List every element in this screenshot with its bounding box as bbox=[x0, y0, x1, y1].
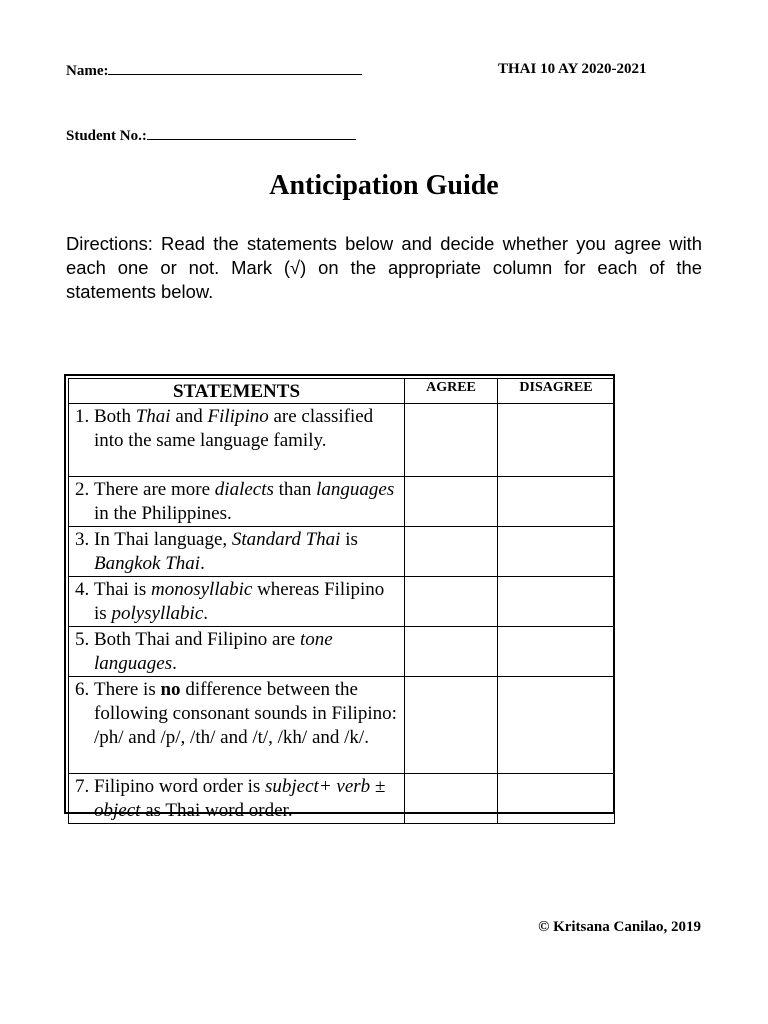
table-row bbox=[69, 677, 615, 774]
statement-text bbox=[94, 628, 400, 676]
statement-segment: is bbox=[340, 529, 358, 550]
statement-segment: tone languages bbox=[94, 629, 333, 674]
statement-segment: languages bbox=[316, 479, 395, 500]
statement-number: 4. bbox=[75, 579, 94, 600]
statement-cell bbox=[69, 477, 405, 527]
disagree-checkbox-cell[interactable] bbox=[498, 477, 615, 527]
statement-segment: . bbox=[200, 553, 205, 574]
disagree-checkbox-cell[interactable] bbox=[498, 774, 615, 824]
statement-segment: whereas Filipino is bbox=[94, 579, 385, 624]
page-title: Anticipation Guide bbox=[269, 170, 499, 201]
statement-text bbox=[94, 528, 400, 576]
directions-text: Directions: Read the statements below and decide whether you agree with each one or not. Mark (√) on the appropriate column for each of the statements below. bbox=[66, 233, 702, 302]
statement-segment: are classified into the same language family. bbox=[94, 406, 374, 451]
agree-checkbox-cell[interactable] bbox=[405, 677, 498, 774]
disagree-checkbox-cell[interactable] bbox=[498, 627, 615, 677]
table-row bbox=[69, 477, 615, 527]
student-no-label: Student No.: bbox=[66, 128, 147, 144]
statements-body bbox=[69, 404, 615, 824]
statement-text bbox=[94, 678, 400, 750]
statement-segment: no bbox=[160, 679, 181, 700]
agree-checkbox-cell[interactable] bbox=[405, 404, 498, 477]
statement-number: 7. bbox=[75, 776, 94, 797]
table-row bbox=[69, 627, 615, 677]
name-field[interactable] bbox=[66, 61, 362, 80]
statement-segment: subject+ verb ± object bbox=[94, 776, 386, 821]
statement-number: 5. bbox=[75, 629, 94, 650]
statement-number: 2. bbox=[75, 479, 94, 500]
statement-segment: monosyllabic bbox=[151, 579, 253, 600]
table-row bbox=[69, 527, 615, 577]
statement-segment: . bbox=[203, 603, 208, 624]
disagree-checkbox-cell[interactable] bbox=[498, 527, 615, 577]
statement-cell bbox=[69, 577, 405, 627]
statement-text bbox=[94, 578, 400, 626]
statement-cell bbox=[69, 627, 405, 677]
statement-segment: Filipino word order is bbox=[94, 776, 265, 797]
table-row bbox=[69, 774, 615, 824]
statement-segment: polysyllabic bbox=[111, 603, 204, 624]
statement-segment: Thai is bbox=[94, 579, 151, 600]
table-row bbox=[69, 404, 615, 477]
agree-checkbox-cell[interactable] bbox=[405, 774, 498, 824]
statement-text bbox=[94, 775, 400, 823]
disagree-checkbox-cell[interactable] bbox=[498, 677, 615, 774]
statement-segment: difference between the following consonant sounds in Filipino: /ph/ and /p/, /th/ and /t/, /kh/ and /k/. bbox=[94, 679, 397, 748]
name-label: Name: bbox=[66, 63, 109, 79]
statement-segment: Both bbox=[94, 406, 136, 427]
statement-segment: In Thai language, bbox=[94, 529, 232, 550]
disagree-header: DISAGREE bbox=[498, 379, 615, 404]
name-blank[interactable] bbox=[108, 61, 362, 75]
statement-segment: and bbox=[170, 406, 208, 427]
statement-cell bbox=[69, 677, 405, 774]
statement-segment: as Thai word order. bbox=[140, 800, 293, 821]
anticipation-table bbox=[64, 374, 615, 821]
student-no-blank[interactable] bbox=[147, 126, 356, 140]
student-no-field[interactable] bbox=[66, 126, 356, 145]
disagree-checkbox-cell[interactable] bbox=[498, 404, 615, 477]
course-label: THAI 10 AY 2020-2021 bbox=[498, 61, 647, 77]
agree-header: AGREE bbox=[405, 379, 498, 404]
statement-cell bbox=[69, 404, 405, 477]
statement-cell bbox=[69, 527, 405, 577]
statement-number: 1. bbox=[75, 406, 94, 427]
agree-checkbox-cell[interactable] bbox=[405, 477, 498, 527]
statement-segment: dialects bbox=[214, 479, 274, 500]
statement-number: 6. bbox=[75, 679, 94, 700]
agree-checkbox-cell[interactable] bbox=[405, 527, 498, 577]
statement-segment: Thai bbox=[135, 406, 171, 427]
statements-header: STATEMENTS bbox=[69, 379, 405, 404]
copyright-notice: © Kritsana Canilao, 2019 bbox=[538, 919, 701, 935]
statement-number: 3. bbox=[75, 529, 94, 550]
statement-cell bbox=[69, 774, 405, 824]
statement-segment: Both Thai and Filipino are bbox=[94, 629, 300, 650]
agree-checkbox-cell[interactable] bbox=[405, 627, 498, 677]
statement-text bbox=[94, 405, 400, 453]
statement-segment: Bangkok Thai bbox=[94, 553, 201, 574]
disagree-checkbox-cell[interactable] bbox=[498, 577, 615, 627]
statement-segment: Filipino bbox=[207, 406, 269, 427]
statement-segment: There is bbox=[94, 679, 161, 700]
statement-segment: in the Philippines. bbox=[94, 503, 232, 524]
statement-segment: . bbox=[172, 653, 177, 674]
statement-segment: There are more bbox=[94, 479, 215, 500]
statement-segment: Standard Thai bbox=[231, 529, 341, 550]
statement-text bbox=[94, 478, 400, 526]
agree-checkbox-cell[interactable] bbox=[405, 577, 498, 627]
statement-segment: than bbox=[273, 479, 317, 500]
table-row bbox=[69, 577, 615, 627]
